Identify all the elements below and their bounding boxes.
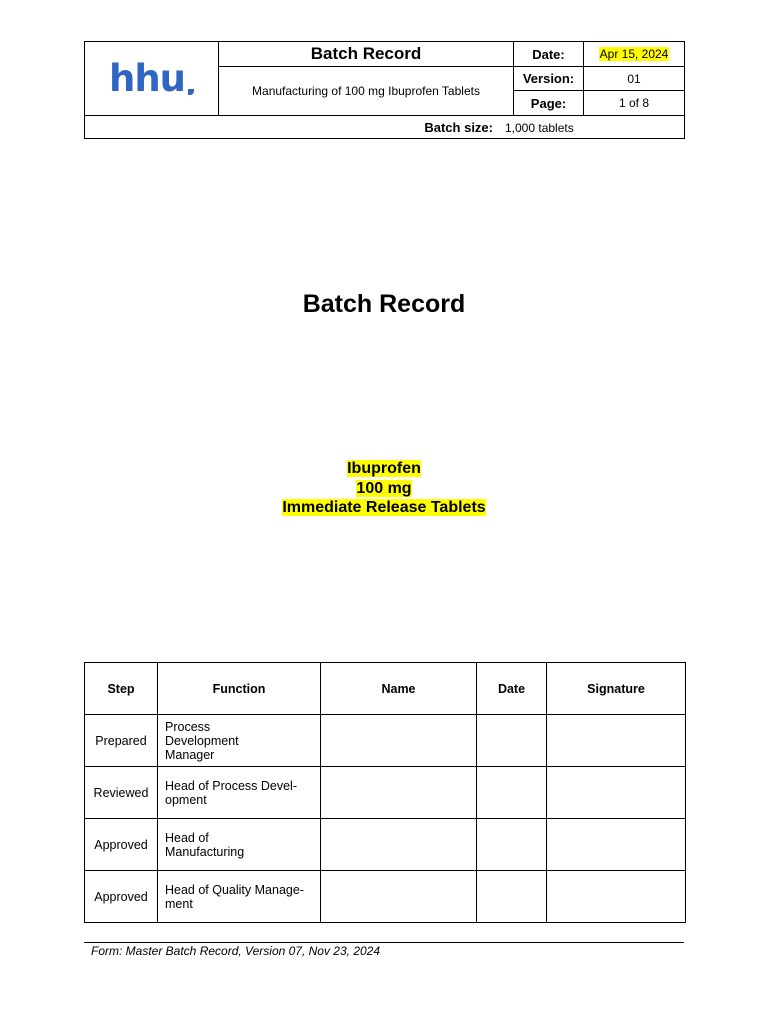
date-cell[interactable] xyxy=(477,819,547,871)
function-cell xyxy=(158,767,321,819)
name-cell[interactable] xyxy=(321,715,477,767)
col-header-function: Function xyxy=(158,663,321,715)
logo-text: hhu xyxy=(108,57,186,100)
date-value-cell xyxy=(584,42,685,67)
signature-cell[interactable] xyxy=(547,767,686,819)
document-header xyxy=(84,41,685,139)
product-name-block xyxy=(0,459,768,518)
approval-table xyxy=(84,662,686,923)
footer-form-info: Form: Master Batch Record, Version 07, Nov 23, 2024 xyxy=(91,944,381,958)
page-label: Page: xyxy=(514,91,584,116)
step-cell: Reviewed xyxy=(85,767,158,819)
name-cell[interactable] xyxy=(321,767,477,819)
name-cell[interactable] xyxy=(321,871,477,923)
function-line: Manufacturing xyxy=(165,844,245,859)
date-value: Apr 15, 2024 xyxy=(599,47,669,61)
product-strength: 100 mg xyxy=(356,479,412,497)
function-cell xyxy=(158,871,321,923)
logo-cell xyxy=(85,42,219,116)
function-line: Head of Process Devel- xyxy=(165,778,298,793)
document-title: Batch Record xyxy=(302,290,466,318)
function-line: Process xyxy=(165,719,211,734)
batch-size-row xyxy=(85,116,685,139)
step-cell: Approved xyxy=(85,819,158,871)
date-label: Date: xyxy=(514,42,584,67)
table-row xyxy=(85,767,686,819)
function-line: Head of Quality Manage- xyxy=(165,882,304,897)
col-header-date: Date xyxy=(477,663,547,715)
version-value: 01 xyxy=(584,67,685,91)
col-header-name: Name xyxy=(321,663,477,715)
function-line: Head of xyxy=(165,830,209,845)
function-line: opment xyxy=(165,792,207,807)
footer-divider xyxy=(84,942,684,943)
function-line: ment xyxy=(165,896,193,911)
logo-dot-icon xyxy=(188,89,194,95)
table-row xyxy=(85,819,686,871)
signature-cell[interactable] xyxy=(547,871,686,923)
product-form: Immediate Release Tablets xyxy=(282,499,486,516)
approval-header-row xyxy=(85,663,686,715)
date-cell[interactable] xyxy=(477,767,547,819)
page-value: 1 of 8 xyxy=(584,91,685,116)
hhu-logo xyxy=(108,57,194,100)
table-row xyxy=(85,871,686,923)
date-cell[interactable] xyxy=(477,715,547,767)
product-name: Ibuprofen xyxy=(347,460,421,477)
step-cell: Prepared xyxy=(85,715,158,767)
header-title: Batch Record xyxy=(219,42,514,67)
function-cell xyxy=(158,819,321,871)
function-line: Development xyxy=(165,733,239,748)
table-row xyxy=(85,715,686,767)
function-line: Manager xyxy=(165,747,215,762)
step-cell: Approved xyxy=(85,871,158,923)
name-cell[interactable] xyxy=(321,819,477,871)
batch-size-label: Batch size: xyxy=(424,119,493,135)
col-header-signature: Signature xyxy=(547,663,686,715)
header-subtitle: Manufacturing of 100 mg Ibuprofen Tablets xyxy=(219,67,514,116)
batch-size-value: 1,000 tablets xyxy=(505,120,574,135)
signature-cell[interactable] xyxy=(547,715,686,767)
signature-cell[interactable] xyxy=(547,819,686,871)
date-cell[interactable] xyxy=(477,871,547,923)
col-header-step: Step xyxy=(85,663,158,715)
function-cell xyxy=(158,715,321,767)
version-label: Version: xyxy=(514,67,584,91)
